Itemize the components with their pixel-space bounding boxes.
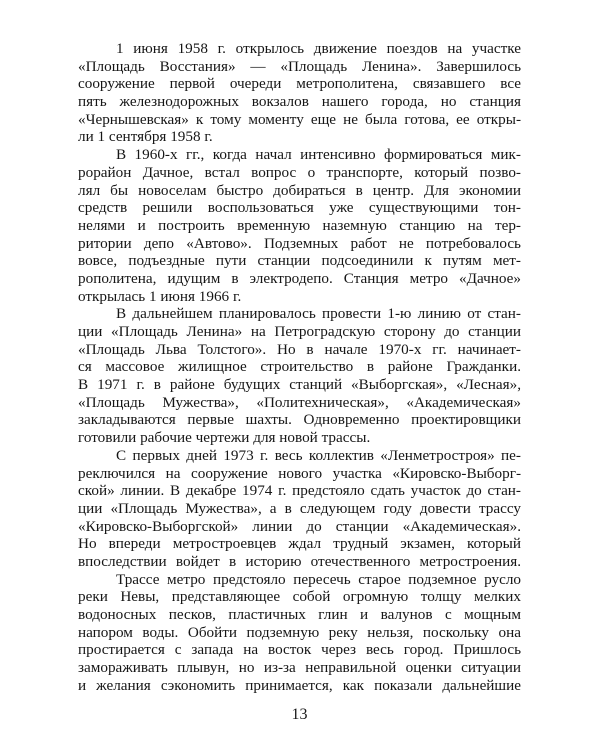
text-line: «Площадь Восстания» — «Площадь Ленина». Завершилось [78, 57, 521, 75]
text-line: замораживать плывун, но из-за неправильной оценки ситуации [78, 659, 521, 677]
text-line: вовсе, подъездные пути станции подсоединили к путям мет- [78, 252, 521, 270]
text-line: «Кировско-Выборгской» линии до станции «Академическая». [78, 517, 521, 535]
text-line: рополитена, идущим в электродепо. Станция метро «Дачное» [78, 269, 521, 287]
text-line: напором воды. Обойти подземную реку нельзя, поскольку она [78, 623, 521, 641]
page-body-text [78, 40, 521, 694]
text-line: «Площадь Льва Толстого». Но в начале 1970-х гг. начинает- [78, 340, 521, 358]
text-line: лял бы новоселам быстро добираться в центр. Для экономии [78, 181, 521, 199]
page-number: 13 [291, 706, 308, 723]
text-line: готовили рабочие чертежи для новой трассы. [78, 429, 371, 447]
text-line: ритории депо «Автово». Подземных работ не потребовалось [78, 234, 521, 252]
text-line: рорайон Дачное, встал вопрос о транспорте, который позво- [78, 163, 521, 181]
text-line: впоследствии войдет в историю отечественного метростроения. [78, 552, 521, 570]
text-line: открылась 1 июня 1966 г. [78, 287, 242, 305]
text-line: пять железнодорожных вокзалов нашего города, но станция [78, 93, 521, 111]
text-line: 1 июня 1958 г. открылось движение поездов на участке [116, 40, 521, 57]
text-line: простирается с запада на восток через весь город. Пришлось [78, 641, 521, 659]
text-line: сооружение первой очереди метрополитена, связавшего все [78, 75, 521, 93]
paragraph-2 [78, 146, 521, 305]
text-line: ли 1 сентября 1958 г. [78, 128, 213, 146]
text-line: ской» линии. В декабре 1974 г. предстояло сдать участок до стан- [78, 482, 521, 500]
text-line: водоносных песков, пластичных глин и валунов с мощным [78, 606, 521, 623]
text-line: ции «Площадь Мужества», а в следующем году довести трассу [78, 499, 521, 517]
paragraph-1 [78, 40, 521, 146]
text-line: реки Невы, представляющее собой огромную толщу мелких [78, 588, 521, 606]
text-line: ции «Площадь Ленина» на Петроградскую сторону до станции [78, 323, 521, 340]
paragraph-5 [78, 571, 521, 695]
text-line: В 1960-х гг., когда начал интенсивно формироваться мик- [116, 146, 521, 164]
text-line: закладываются первые шахты. Одновременно проектировщики [78, 411, 521, 429]
paragraph-4 [78, 447, 521, 571]
text-line: «Площадь Мужества», «Политехническая», «Академическая» [78, 393, 521, 411]
text-line: и желания сэкономить принимается, как показали дальнейшие [78, 676, 521, 694]
text-line: ся массовое жилищное строительство в районе Гражданки. [78, 358, 521, 376]
text-line: Но впереди метростроевцев ждал трудный экзамен, который [78, 535, 521, 553]
paragraph-3 [78, 305, 521, 447]
text-line: нелями и построить временную наземную станцию на тер- [78, 216, 521, 234]
text-line: «Чернышевская» к тому моменту еще не была готова, ее откры- [78, 110, 521, 128]
text-line: В 1971 г. в районе будущих станций «Выборгская», «Лесная», [78, 376, 521, 394]
text-line: Трассе метро предстояло пересечь старое подземное русло [116, 570, 521, 588]
text-line: средств решили воспользоваться уже существующими тон- [78, 199, 521, 217]
text-line: реключился на сооружение нового участка «Кировско-Выборг- [78, 464, 521, 482]
text-line: С первых дней 1973 г. весь коллектив «Ленметростроя» пе- [116, 446, 521, 464]
text-line: В дальнейшем планировалось провести 1-ю линию от стан- [116, 305, 521, 323]
